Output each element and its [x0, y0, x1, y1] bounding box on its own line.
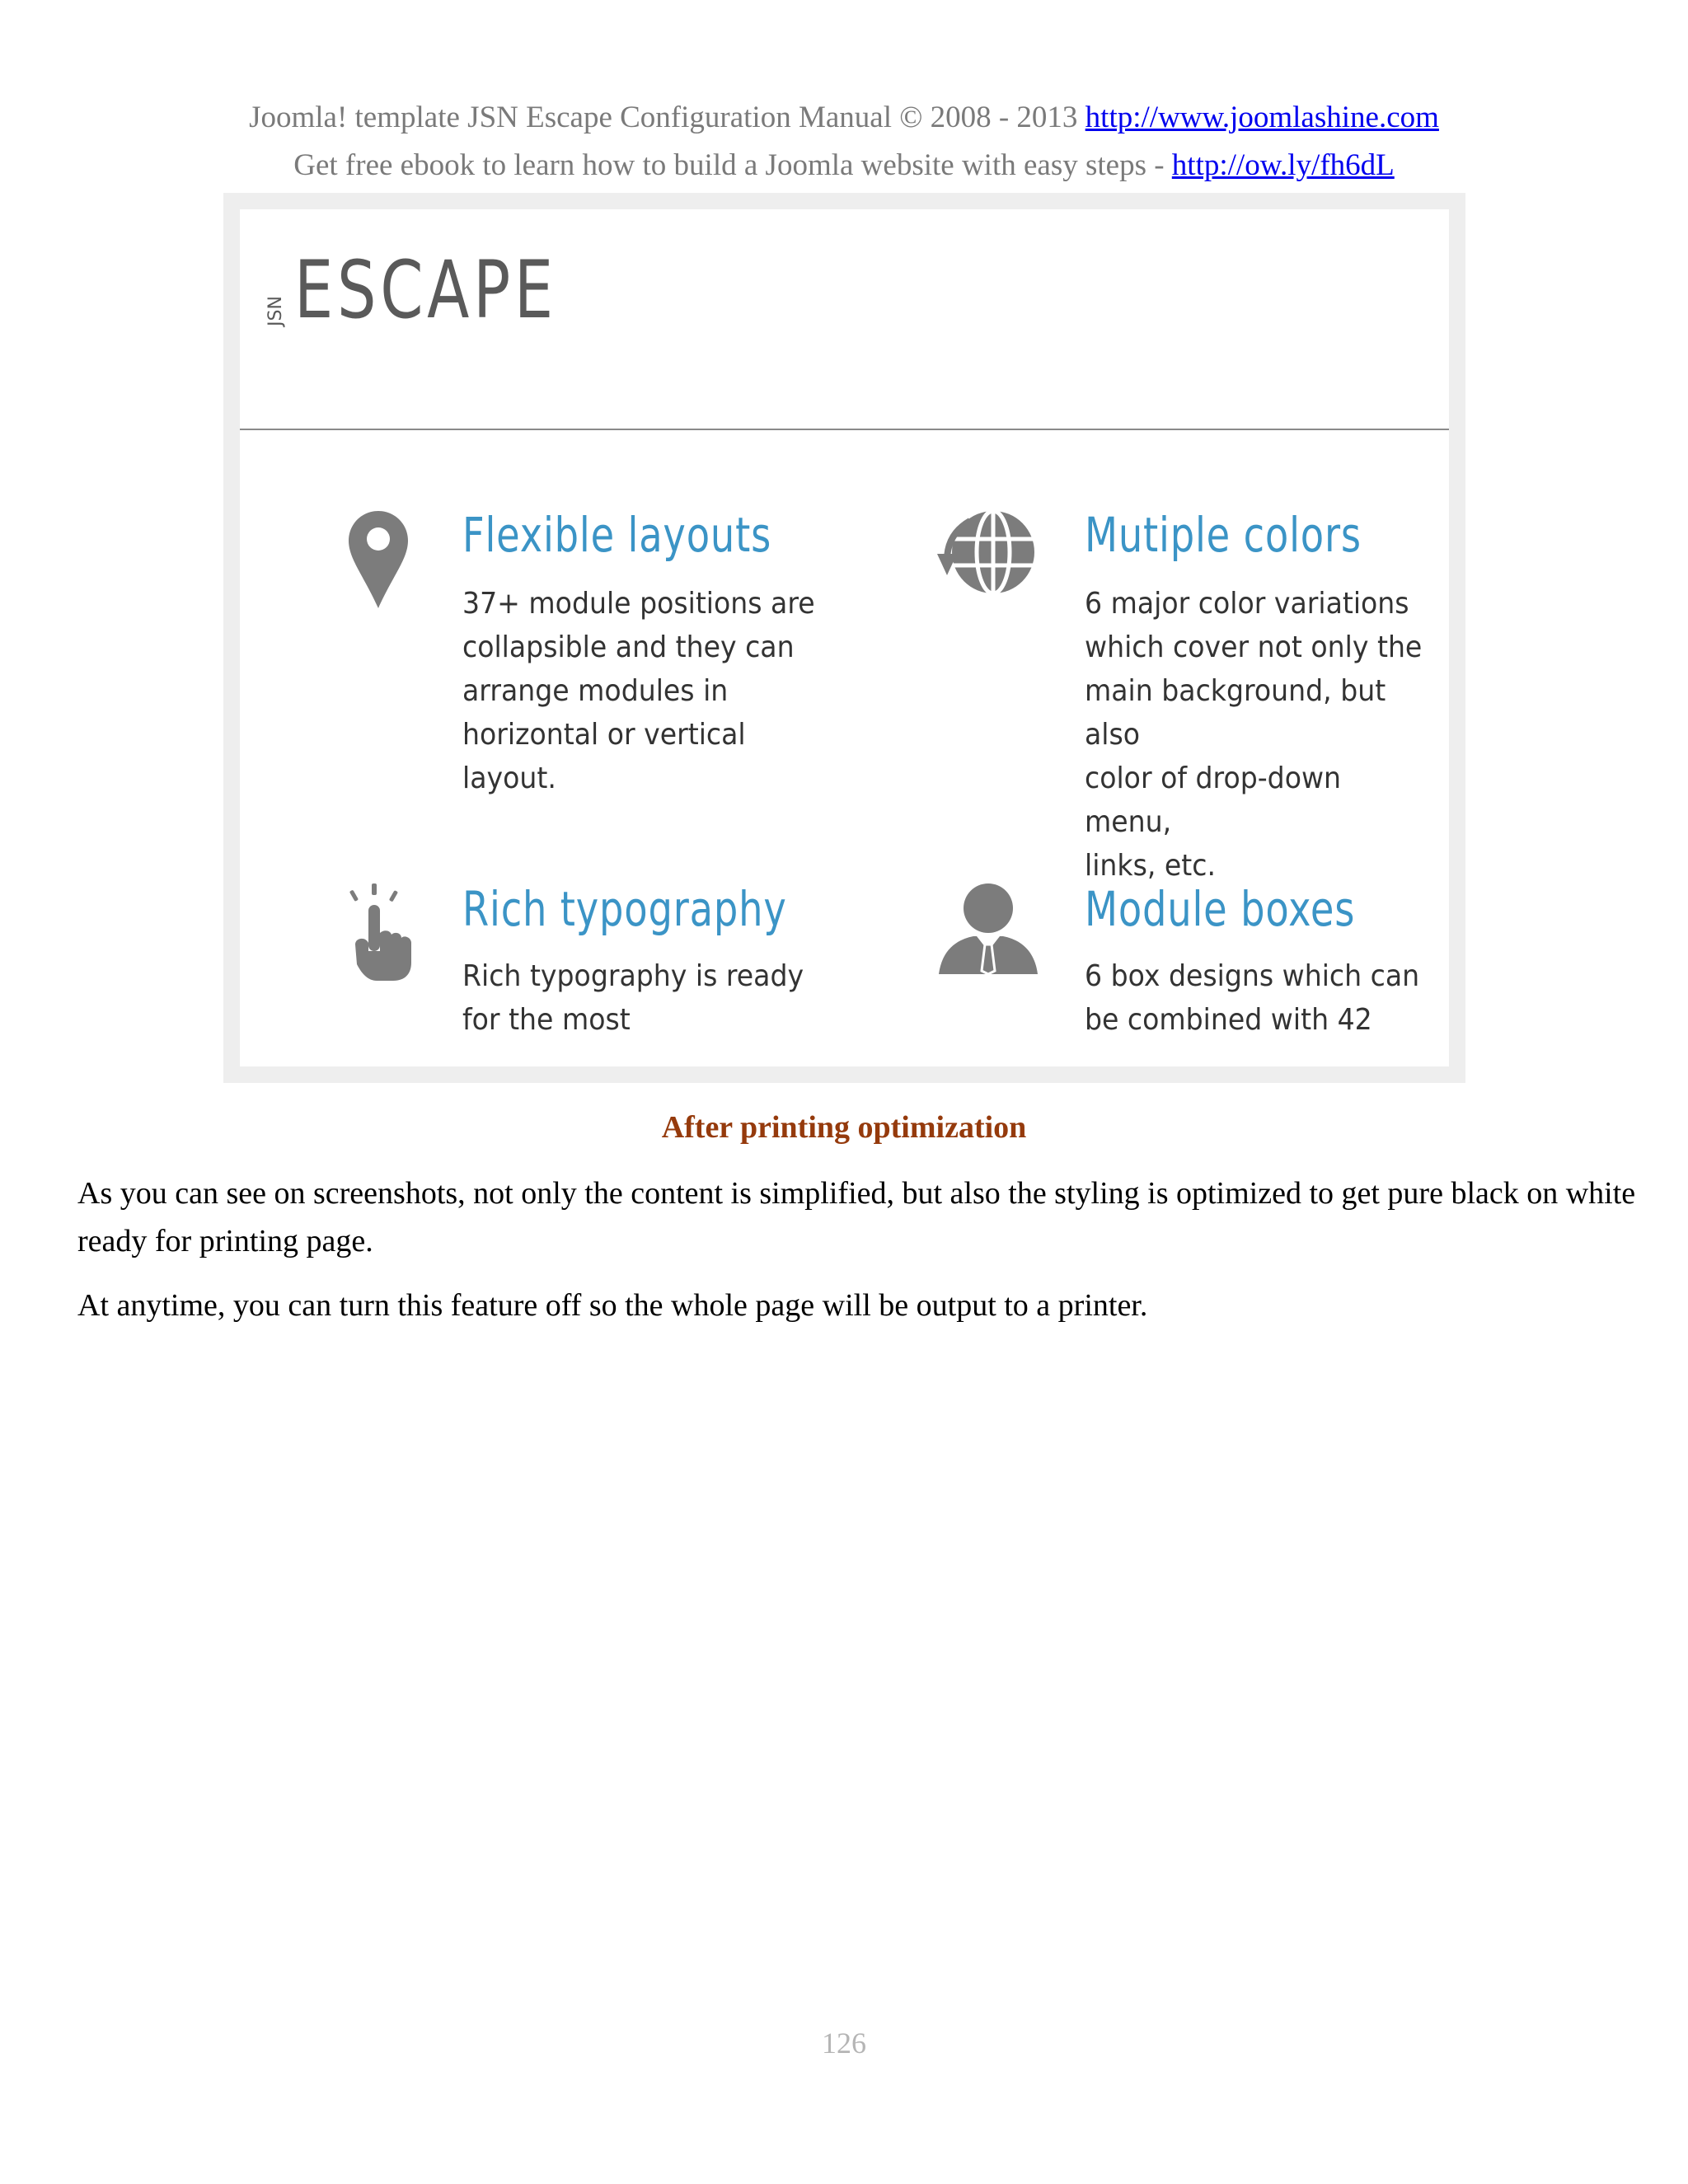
feature-title: Mutiple colors: [1085, 507, 1362, 563]
figure-caption: After printing optimization: [661, 1110, 1027, 1145]
body-paragraph: At anytime, you can turn this feature off so the whole page will be output to a printer.: [77, 1288, 1148, 1323]
map-pin-icon: [347, 509, 410, 610]
screenshot-content: [240, 209, 1449, 1066]
page-number: 126: [822, 2027, 866, 2060]
feature-description: 37+ module positions are collapsible and they can arrange modules in horizontal or vertical layout.: [462, 587, 815, 795]
feature-title: Flexible layouts: [462, 507, 772, 563]
running-header-line-2: [0, 150, 1688, 180]
feature-description: 6 major color variations which cover not only the main background, but also color of drop-down menu, links, etc.: [1085, 587, 1423, 883]
feature-title: Module boxes: [1085, 881, 1356, 937]
feature-title: Rich typography: [462, 881, 787, 937]
body-paragraph: As you can see on screenshots, not only the content is simplified, but also the styling is optimized to get pure black on white ready for printing page.: [77, 1176, 1636, 1258]
feature-description: 6 box designs which can be combined with 42: [1085, 959, 1420, 1037]
header-divider: [240, 429, 1449, 430]
hand-pointer-icon: [347, 883, 416, 982]
jsn-escape-logo: [261, 244, 558, 336]
header-text: Get free ebook to learn how to build a Joomla website with easy steps -: [293, 148, 1172, 182]
feature-description: Rich typography is ready for the most: [462, 959, 804, 1037]
header-text: Joomla! template JSN Escape Configuration Manual © 2008 - 2013: [249, 101, 1085, 134]
jsn-logo-mark: [261, 262, 286, 328]
running-header-line-1: [0, 102, 1688, 133]
joomlashine-link[interactable]: http://www.joomlashine.com: [1085, 101, 1439, 134]
globe-icon: [935, 509, 1038, 597]
screenshot-figure: [223, 193, 1465, 1083]
user-icon: [937, 882, 1039, 976]
logo-text: ESCAPE: [294, 244, 557, 336]
ebook-link[interactable]: http://ow.ly/fh6dL: [1171, 148, 1395, 182]
logo-prefix: JSN: [265, 296, 286, 326]
